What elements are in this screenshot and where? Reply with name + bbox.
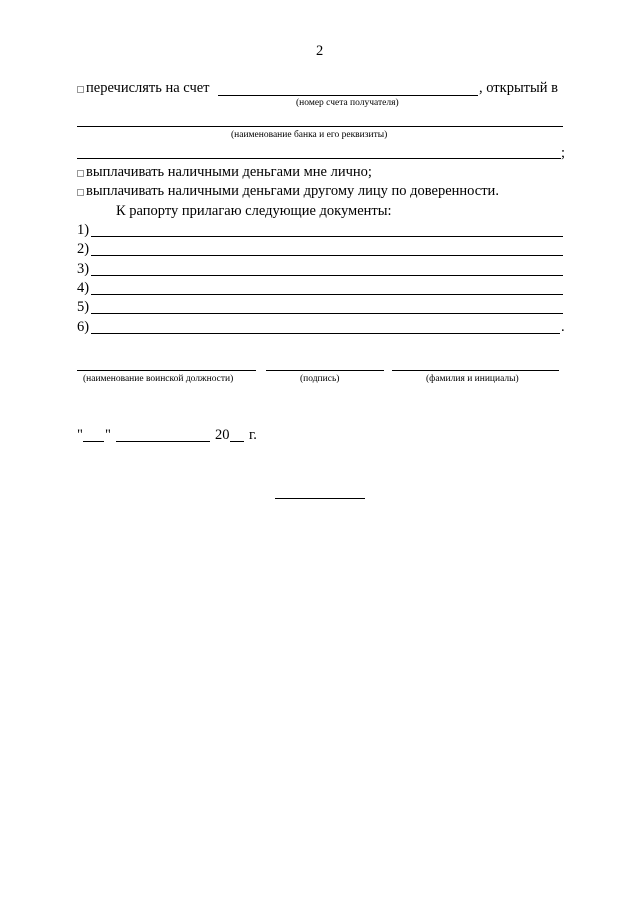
attachment-number: 4)	[77, 280, 90, 296]
option-cash-proxy-label: выплачивать наличными деньгами другому лицу по доверенности.	[86, 183, 499, 199]
bank-name-hint: (наименование банка и его реквизиты)	[231, 130, 388, 140]
page-number: 2	[316, 43, 324, 59]
signature-line[interactable]	[266, 370, 384, 371]
option-transfer-label: перечислять на счет	[86, 80, 210, 96]
checkbox-transfer-to-account[interactable]	[77, 86, 84, 93]
attachment-number: 6)	[77, 319, 90, 335]
attachment-line-5[interactable]	[91, 313, 563, 314]
account-number-hint: (номер счета получателя)	[296, 98, 399, 108]
bank-details-line[interactable]	[77, 158, 561, 159]
attachments-intro: К рапорту прилагаю следующие документы:	[116, 203, 392, 219]
attachment-number: 5)	[77, 299, 90, 315]
attachment-number: 3)	[77, 261, 90, 277]
option-cash-self-label: выплачивать наличными деньгами мне лично;	[86, 164, 372, 180]
attachment-number: 2)	[77, 241, 90, 257]
position-line[interactable]	[77, 370, 256, 371]
date-year-suffix: г.	[249, 427, 257, 443]
attachment-line-1[interactable]	[91, 236, 563, 237]
name-hint: (фамилия и инициалы)	[426, 374, 519, 384]
attachment-line-4[interactable]	[91, 294, 563, 295]
attachment-line-2[interactable]	[91, 255, 563, 256]
attachments-end-mark: .	[561, 319, 565, 335]
bank-name-line[interactable]	[77, 126, 563, 127]
date-year-line[interactable]	[230, 441, 244, 442]
attachment-number: 1)	[77, 222, 90, 238]
date-close-quote: "	[105, 427, 111, 443]
checkbox-cash-self[interactable]	[77, 170, 84, 177]
attachment-line-6[interactable]	[91, 333, 560, 334]
date-month-line[interactable]	[116, 441, 210, 442]
date-open-quote: "	[77, 427, 83, 443]
signature-hint: (подпись)	[300, 374, 340, 384]
option-transfer-suffix: , открытый в	[479, 80, 558, 96]
attachment-line-3[interactable]	[91, 275, 563, 276]
closing-divider	[275, 498, 365, 499]
checkbox-cash-proxy[interactable]	[77, 189, 84, 196]
bank-line-end: ;	[561, 145, 566, 161]
name-line[interactable]	[392, 370, 559, 371]
account-number-line[interactable]	[218, 95, 478, 96]
position-hint: (наименование воинской должности)	[83, 374, 234, 384]
date-day-line[interactable]	[83, 441, 104, 442]
date-year-prefix: 20	[215, 427, 230, 443]
